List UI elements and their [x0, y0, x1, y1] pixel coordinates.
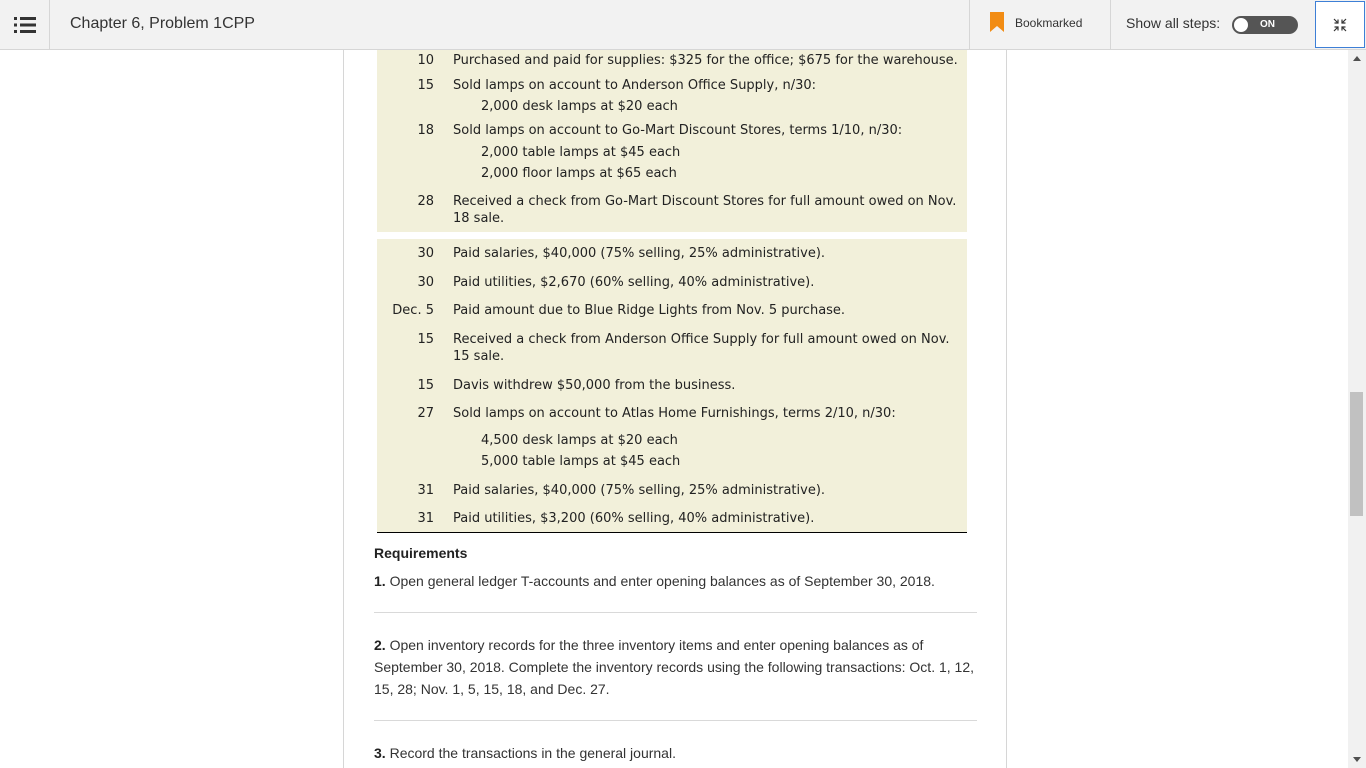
transaction-date: 27: [417, 406, 434, 421]
transaction-subitem: 2,000 floor lamps at $65 each: [481, 166, 677, 181]
transaction-desc: Paid amount due to Blue Ridge Lights from Nov. 5 purchase.: [453, 303, 846, 318]
requirement-number: 1.: [374, 573, 386, 589]
requirements-heading: Requirements: [374, 545, 468, 561]
transaction-date: 10: [417, 53, 434, 68]
transaction-desc: Paid utilities, $2,670 (60% selling, 40% administrative).: [453, 275, 815, 290]
transaction-desc: Sold lamps on account to Go-Mart Discount Stores, terms 1/10, n/30:: [453, 123, 903, 138]
transaction-subitem: 2,000 table lamps at $45 each: [481, 145, 681, 160]
transaction-desc: Paid salaries, $40,000 (75% selling, 25% administrative).: [453, 483, 826, 498]
transaction-desc: Paid utilities, $3,200 (60% selling, 40% administrative).: [453, 511, 815, 526]
page-title: Chapter 6, Problem 1CPP: [70, 15, 255, 32]
divider: [374, 612, 977, 613]
show-steps-toggle[interactable]: [1232, 16, 1298, 34]
transaction-date: 30: [417, 275, 434, 290]
requirement-text: Open general ledger T-accounts and enter opening balances as of September 30, 2018.: [389, 573, 935, 589]
arrow-up-icon: [1353, 56, 1361, 61]
transaction-desc: Davis withdrew $50,000 from the business.: [453, 378, 736, 393]
transaction-date: 18: [417, 123, 434, 138]
arrow-down-icon: [1353, 757, 1361, 762]
transaction-desc: Sold lamps on account to Anderson Office Supply, n/30:: [453, 78, 817, 93]
transactions-panel-bottom: [377, 239, 967, 533]
bookmark-label: Bookmarked: [1015, 16, 1083, 30]
transaction-desc: Received a check from Anderson Office Supply for full amount owed on Nov. 15 sale.: [453, 332, 950, 364]
divider: [374, 720, 977, 721]
solution-content: [343, 50, 1007, 768]
bookmark-button[interactable]: [969, 0, 1111, 49]
transaction-date: 31: [417, 483, 434, 498]
transaction-desc: Sold lamps on account to Atlas Home Furnishings, terms 2/10, n/30:: [453, 406, 896, 421]
requirement-item: [374, 742, 977, 764]
top-bar: [0, 0, 1366, 50]
requirement-text: Open inventory records for the three inventory items and enter opening balances as of September 30, 2018. Complete the inventory records using the following transactions: Oct. 1, 12, 15, 28; Nov. 1, 5, 15, 18, and Dec. 27.: [374, 637, 974, 697]
requirement-number: 2.: [374, 637, 386, 653]
menu-button[interactable]: [0, 0, 50, 49]
scroll-thumb[interactable]: [1350, 392, 1363, 516]
transaction-desc: Paid salaries, $40,000 (75% selling, 25% administrative).: [453, 246, 826, 261]
transaction-date: 15: [417, 378, 434, 393]
transaction-date: 30: [417, 246, 434, 261]
collapse-icon: [1332, 17, 1348, 33]
scroll-up-button[interactable]: [1348, 50, 1366, 67]
toggle-knob: [1233, 17, 1249, 33]
transaction-date: Dec. 5: [392, 303, 434, 318]
transaction-subitem: 4,500 desk lamps at $20 each: [481, 433, 678, 448]
bookmark-icon: [990, 12, 1004, 32]
requirement-number: 3.: [374, 745, 386, 761]
vertical-scrollbar[interactable]: [1348, 50, 1366, 768]
transaction-date: 31: [417, 511, 434, 526]
transaction-date: 15: [417, 332, 434, 347]
requirement-item: [374, 634, 977, 700]
transaction-desc: Received a check from Go-Mart Discount Stores for full amount owed on Nov. 18 sale.: [453, 194, 957, 226]
requirement-item: [374, 570, 977, 592]
scroll-down-button[interactable]: [1348, 751, 1366, 768]
toggle-state: ON: [1260, 19, 1275, 30]
transactions-panel-top: [377, 50, 967, 232]
transaction-desc: Purchased and paid for supplies: $325 for the office; $675 for the warehouse.: [453, 53, 958, 68]
list-icon: [14, 16, 36, 34]
transaction-subitem: 5,000 table lamps at $45 each: [481, 454, 681, 469]
transaction-date: 15: [417, 78, 434, 93]
collapse-button[interactable]: [1315, 1, 1365, 48]
transaction-date: 28: [417, 194, 434, 209]
requirement-text: Record the transactions in the general journal.: [389, 745, 676, 761]
transaction-subitem: 2,000 desk lamps at $20 each: [481, 99, 678, 114]
show-steps-label: Show all steps:: [1126, 15, 1221, 31]
